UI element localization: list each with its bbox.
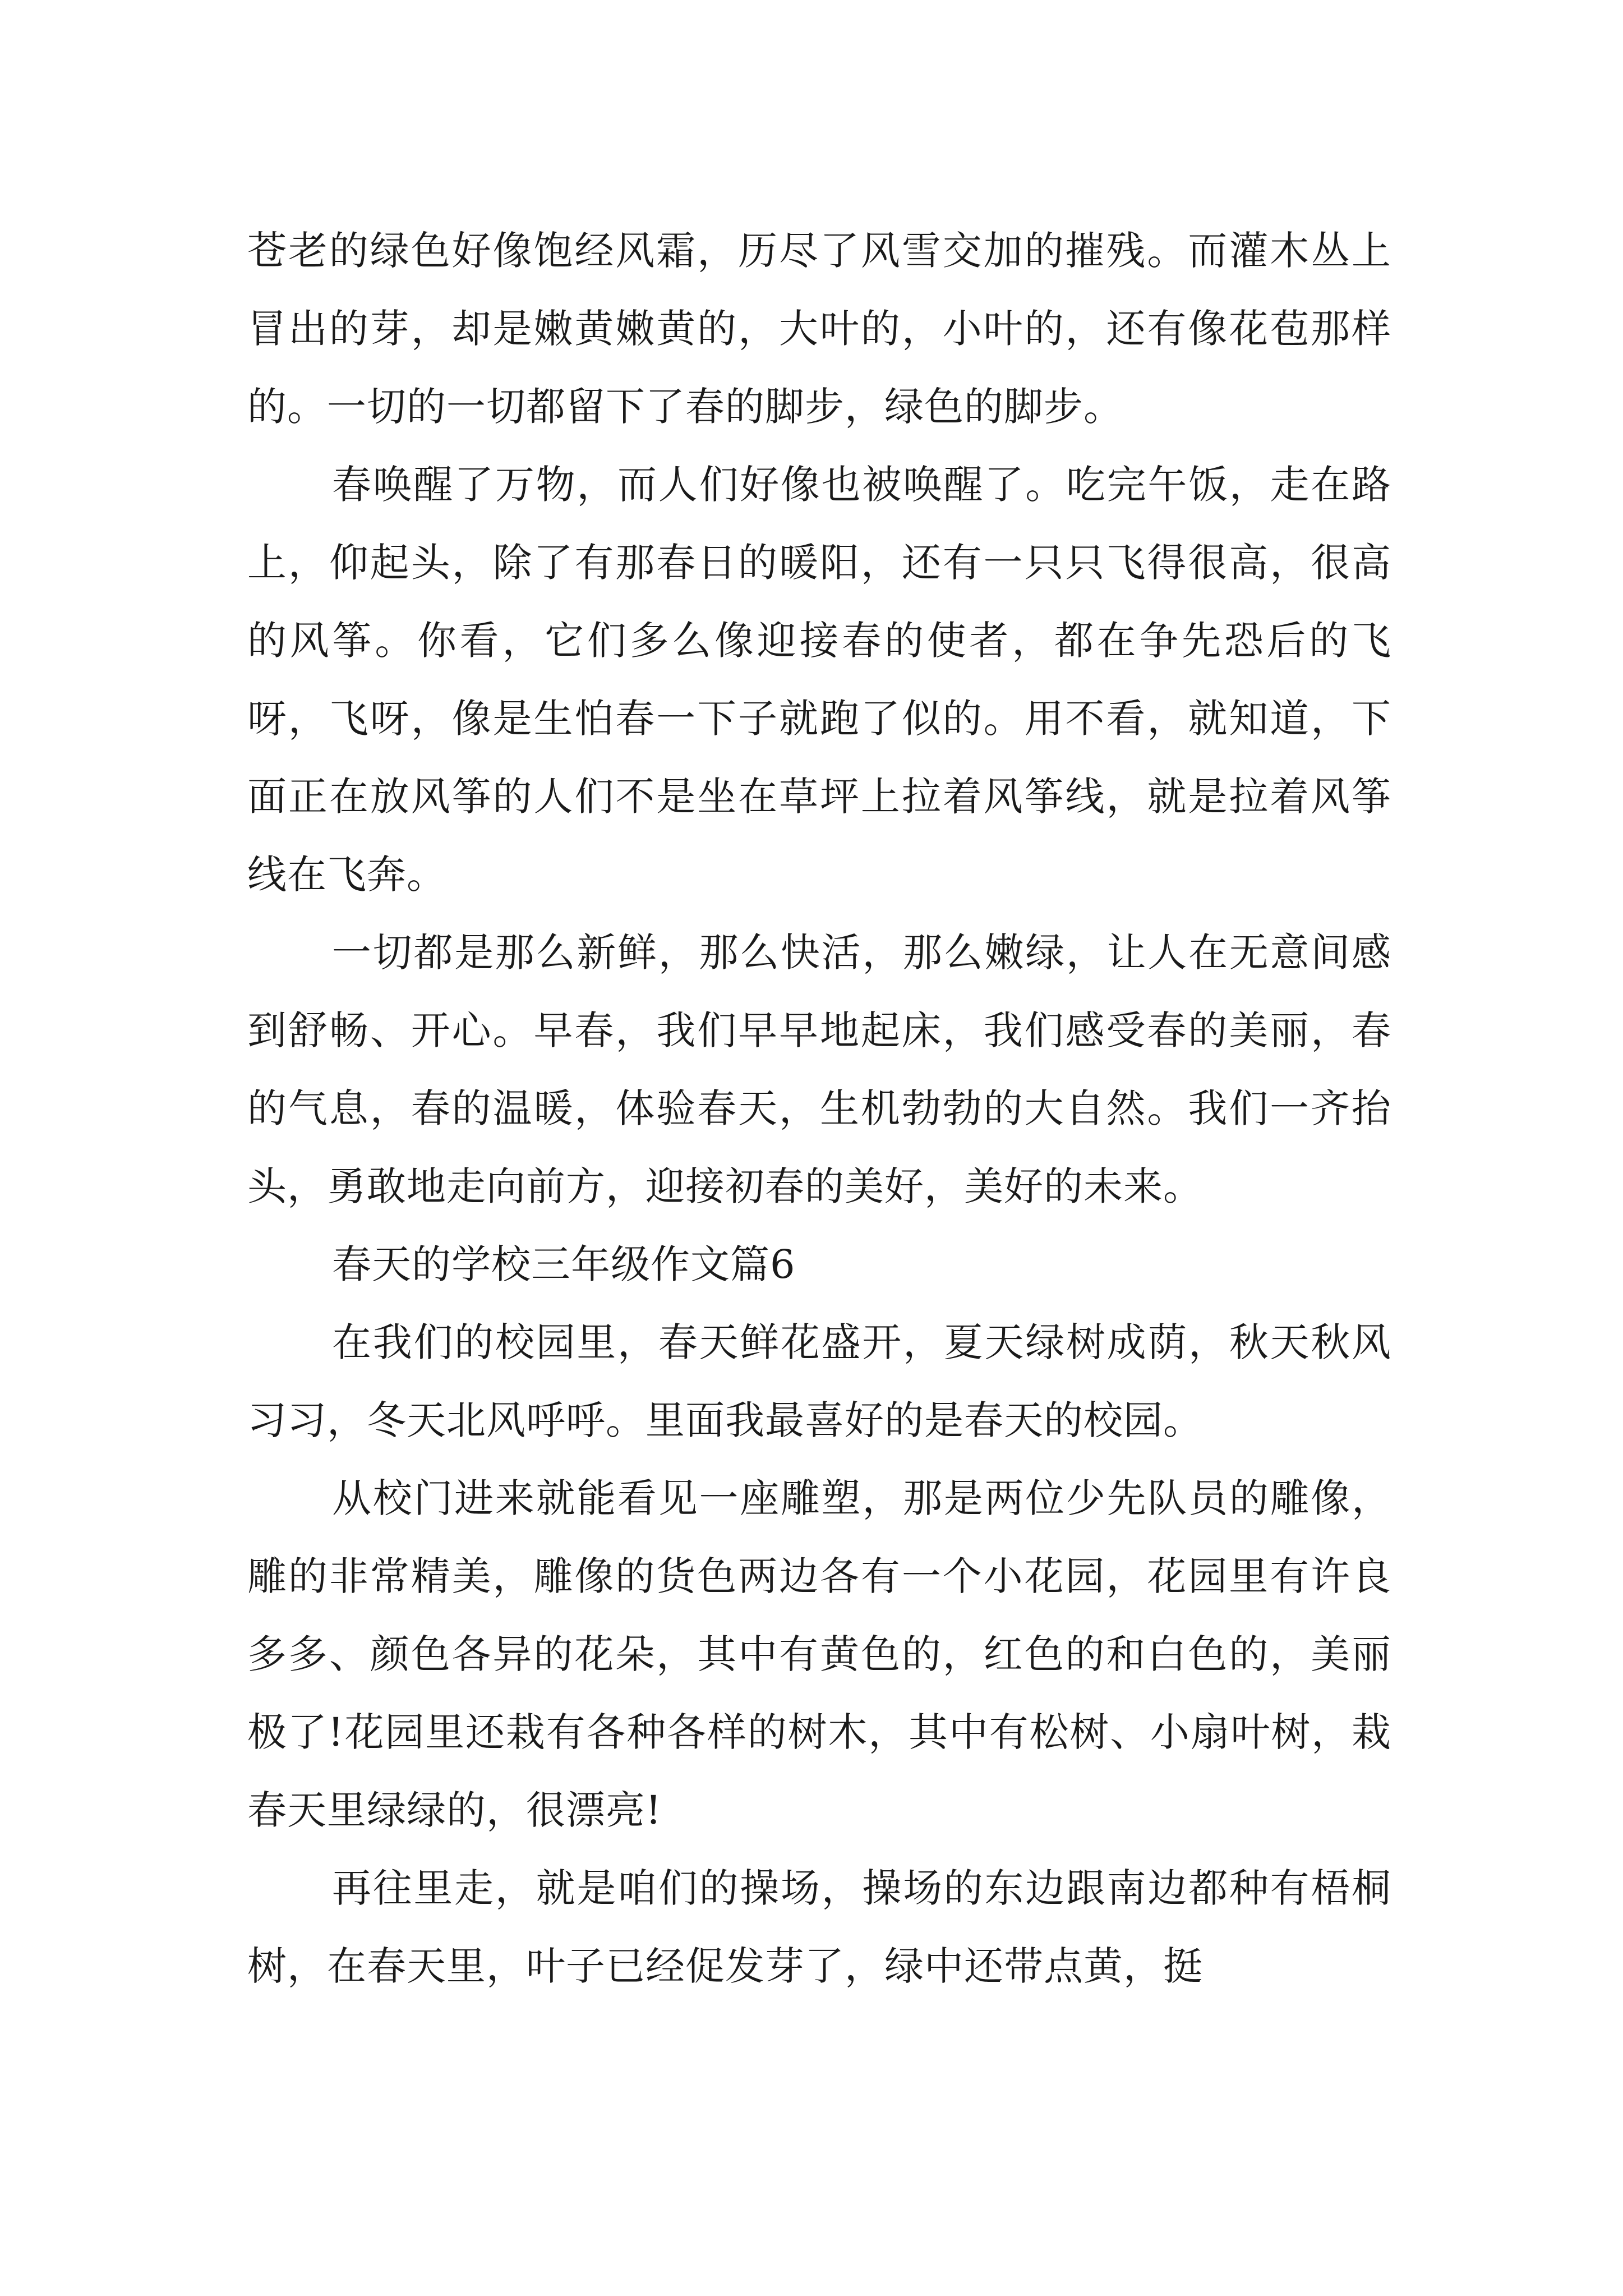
section-heading: 春天的学校三年级作文篇6	[332, 1241, 796, 1287]
paragraph-2: 春唤醒了万物，而人们好像也被唤醒了。吃完午饭，走在路上，仰起头，除了有那春日的暖阳，还有一只只飞得很高，很高的风筝。你看，它们多么像迎接春的使者，都在争先恐后的飞呀，飞呀，像是生怕春一下子就跑了似的。用不看，就知道，下面正在放风筝的人们不是坐在草坪上拉着风筝线，就是拉着风筝线在飞奔。	[247, 462, 1391, 898]
paragraph-1: 苍老的绿色好像饱经风霜，历尽了风雪交加的摧残。而灌木丛上冒出的芽，却是嫩黄嫩黄的，大叶的，小叶的，还有像花苞那样的。一切的一切都留下了春的脚步，绿色的脚步。	[247, 228, 1391, 430]
paragraph-5: 从校门进来就能看见一座雕塑，那是两位少先队员的雕像，雕的非常精美，雕像的货色两边各有一个小花园，花园里有许良多多、颜色各异的花朵，其中有黄色的，红色的和白色的，美丽极了!花园里还栽有各种各样的树木，其中有松树、小扇叶树，栽春天里绿绿的，很漂亮!	[247, 1475, 1391, 1833]
document-body	[247, 212, 1391, 2005]
paragraph-3: 一切都是那么新鲜，那么快活，那么嫩绿，让人在无意间感到舒畅、开心。早春，我们早早地起床，我们感受春的美丽，春的气息，春的温暖，体验春天，生机勃勃的大自然。我们一齐抬头，勇敢地走向前方，迎接初春的美好，美好的未来。	[247, 930, 1391, 1209]
paragraph-6: 再往里走，就是咱们的操场，操场的东边跟南边都种有梧桐树，在春天里，叶子已经促发芽了，绿中还带点黄，挺	[247, 1865, 1391, 1989]
paragraph-4: 在我们的校园里，春天鲜花盛开，夏天绿树成荫，秋天秋风习习，冬天北风呼呼。里面我最喜好的是春天的校园。	[247, 1319, 1391, 1443]
